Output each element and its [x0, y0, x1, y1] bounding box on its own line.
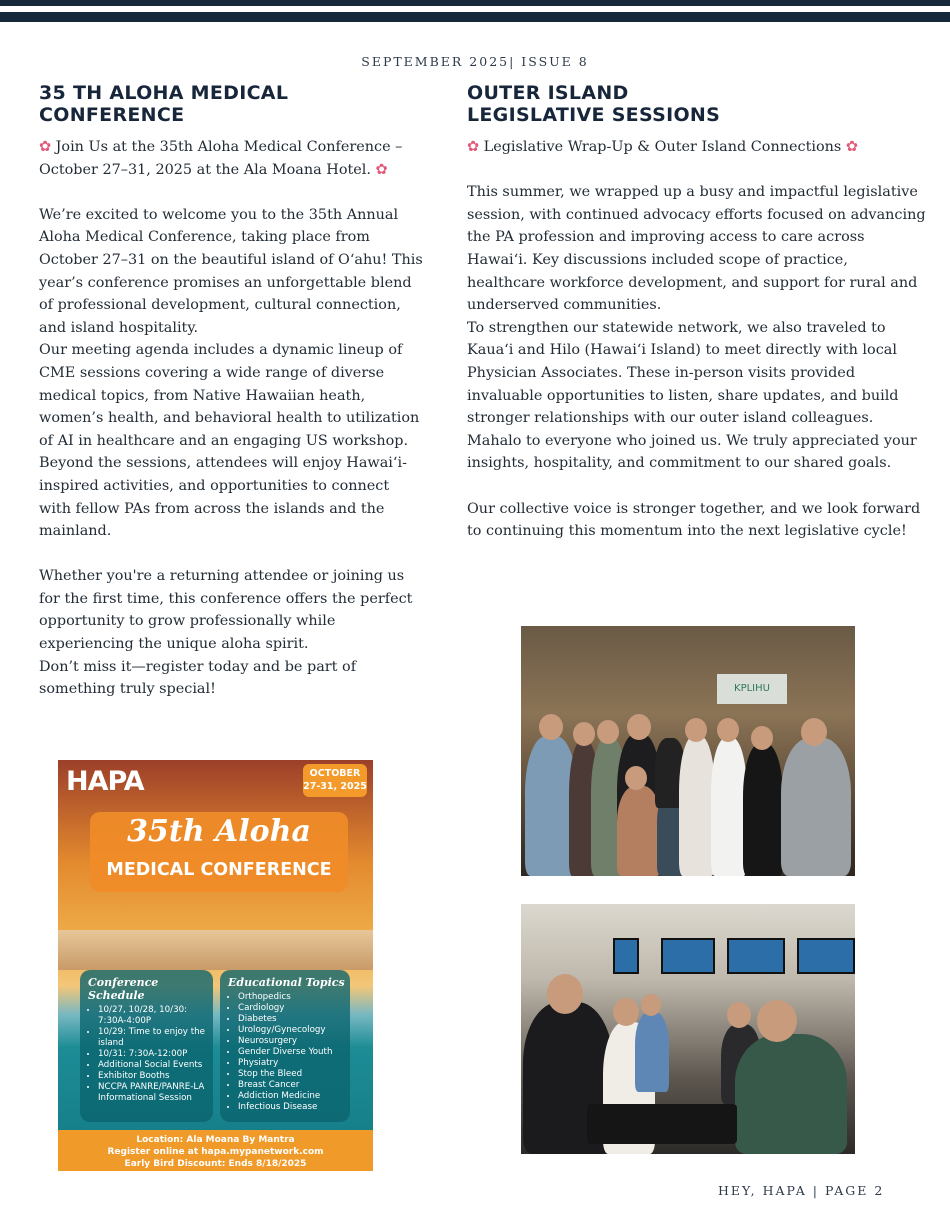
poster-early-bird: Early Bird Discount: Ends 8/18/2025 — [124, 1159, 307, 1169]
group-photo-restaurant — [521, 626, 855, 876]
date-badge-days: 27-31, 2025 — [303, 781, 367, 792]
left-intro-text: Join Us at the 35th Aloha Medical Conference – October 27–31, 2025 at the Ala Moana Hotel. — [39, 139, 403, 178]
topic-item: • Breast Cancer — [238, 1080, 346, 1091]
right-column — [467, 82, 927, 543]
topic-item: • Infectious Disease — [238, 1102, 346, 1113]
topic-item: • Gender Diverse Youth — [238, 1047, 346, 1058]
schedule-item: • 10/31: 7:30A-12:00P — [98, 1049, 209, 1060]
person-head — [573, 722, 595, 746]
right-intro-text: Legislative Wrap-Up & Outer Island Connections — [483, 139, 842, 155]
tv-screen — [727, 938, 785, 974]
date-badge-month: OCTOBER — [309, 768, 361, 779]
poster-script-title: 35th Aloha — [127, 814, 311, 849]
person-head — [641, 994, 661, 1016]
left-paragraph-3: Beyond the sessions, attendees will enjoy Hawaiʻi-inspired activities, and opportunities to connect with fellow PAs from across the islands and the mainland. — [39, 455, 407, 540]
person-head — [547, 974, 583, 1014]
person — [711, 738, 747, 876]
left-column — [39, 82, 424, 701]
spacer — [467, 475, 927, 498]
right-paragraph-3: Our collective voice is stronger together, and we look forward to continuing this momentum into the next legislative cycle! — [467, 500, 921, 540]
topic-item: • Cardiology — [238, 1003, 346, 1014]
person — [735, 1034, 847, 1154]
person-head — [539, 714, 563, 740]
schedule-item: • 10/29: Time to enjoy the island — [98, 1027, 209, 1049]
poster-location: Location: Ala Moana By Mantra — [136, 1135, 295, 1145]
person-head — [627, 714, 651, 740]
topics-panel — [220, 970, 350, 1122]
topic-item: • Addiction Medicine — [238, 1091, 346, 1102]
person — [679, 736, 715, 876]
right-body — [467, 136, 927, 543]
schedule-item: • Additional Social Events — [98, 1060, 209, 1071]
topic-item: • Stop the Bleed — [238, 1069, 346, 1080]
person-head — [727, 1002, 751, 1028]
beach-sand — [58, 930, 373, 970]
poster-subtitle: MEDICAL CONFERENCE — [106, 860, 332, 880]
right-intro — [467, 136, 927, 159]
topics-list — [220, 992, 350, 1113]
person-head — [801, 718, 827, 746]
person — [743, 744, 783, 876]
left-heading — [39, 82, 424, 126]
person-head — [597, 720, 619, 744]
person — [781, 738, 851, 876]
left-paragraph-5: Don’t miss it—register today and be part of something truly special! — [39, 658, 357, 698]
poster-title-box — [90, 812, 348, 892]
hibiscus-icon: ✿ — [39, 139, 52, 155]
conference-poster — [58, 760, 373, 1171]
left-paragraph-2: Our meeting agenda includes a dynamic lineup of CME sessions covering a wide range of diverse medical topics, from Native Hawaiian heath, women’s health, and behavioral health to utilization of AI in healthcare and an engaging US workshop. — [39, 342, 420, 449]
hibiscus-icon: ✿ — [375, 161, 388, 178]
restaurant-sign: KPLIHU — [717, 674, 787, 704]
left-heading-line1: 35 TH ALOHA MEDICAL — [39, 82, 289, 104]
left-paragraph-4: Whether you're a returning attendee or joining us for the first time, this conference offers the perfect opportunity to grow professionally while experiencing the unique aloha spirit. — [39, 568, 413, 653]
right-paragraph-2: To strengthen our statewide network, we also traveled to Kauaʻi and Hilo (Hawaiʻi Island) to meet directly with local Physician Associates. These in-person visits provided invaluable opportunities to listen, share updates, and build stronger relationships with our outer island colleagues. Mahalo to everyone who joined us. We truly appreciated your insights, hospitality, and commitment to our shared goals. — [467, 319, 917, 472]
hibiscus-icon: ✿ — [467, 139, 480, 155]
person — [635, 1012, 669, 1092]
schedule-item: • Exhibitor Booths — [98, 1071, 209, 1082]
page-footer: HEY, HAPA | PAGE 2 — [718, 1183, 885, 1198]
schedule-heading: Conference Schedule — [88, 976, 159, 1002]
table — [587, 1104, 737, 1144]
poster-register: Register online at hapa.mypanetwork.com — [107, 1147, 324, 1157]
right-paragraph-1: This summer, we wrapped up a busy and impactful legislative session, with continued advocacy efforts focused on advancing the PA profession and improving access to care across Hawaiʻi. Key discussions included scope of practice, healthcare workforce development, and support for rural and underserved communities. — [467, 184, 926, 314]
date-badge — [303, 764, 367, 797]
topics-heading: Educational Topics — [228, 976, 345, 989]
poster-footer — [58, 1130, 373, 1171]
tv-screen — [613, 938, 639, 974]
hibiscus-icon: ✿ — [845, 139, 858, 155]
spacer — [39, 543, 424, 566]
schedule-item: • 10/27, 10/28, 10/30: 7:30A-4:00P — [98, 1005, 209, 1027]
right-heading — [467, 82, 927, 126]
person-head — [685, 718, 707, 742]
person-head — [751, 726, 773, 750]
topic-item: • Physiatry — [238, 1058, 346, 1069]
spacer — [467, 159, 927, 182]
left-body — [39, 136, 424, 701]
left-intro — [39, 136, 424, 181]
person-head — [717, 718, 739, 742]
tv-screen — [661, 938, 715, 974]
left-paragraph-1: We’re excited to welcome you to the 35th Annual Aloha Medical Conference, taking place from October 27–31 on the beautiful island of Oʻahu! This year’s conference promises an unforgettable blend of professional development, cultural connection, and island hospitality. — [39, 206, 423, 336]
topic-item: • Orthopedics — [238, 992, 346, 1003]
right-heading-line1: OUTER ISLAND — [467, 82, 629, 104]
top-stripe — [0, 0, 950, 6]
issue-line: SEPTEMBER 2025| ISSUE 8 — [361, 54, 589, 69]
person-head — [757, 1000, 797, 1042]
schedule-item: • NCCPA PANRE/PANRE-LA Informational Session — [98, 1082, 209, 1104]
topic-item: • Neurosurgery — [238, 1036, 346, 1047]
left-heading-line2: CONFERENCE — [39, 104, 185, 126]
top-stripe-thick — [0, 12, 950, 22]
person-head — [625, 766, 647, 790]
spacer — [39, 181, 424, 204]
right-heading-line2: LEGISLATIVE SESSIONS — [467, 104, 721, 126]
schedule-list — [80, 1005, 213, 1104]
schedule-panel — [80, 970, 213, 1122]
topic-item: • Urology/Gynecology — [238, 1025, 346, 1036]
group-photo-bar — [521, 904, 855, 1154]
person-head — [613, 998, 639, 1026]
topic-item: • Diabetes — [238, 1014, 346, 1025]
hapa-logo: HAPA — [66, 766, 144, 797]
tv-screen — [797, 938, 855, 974]
